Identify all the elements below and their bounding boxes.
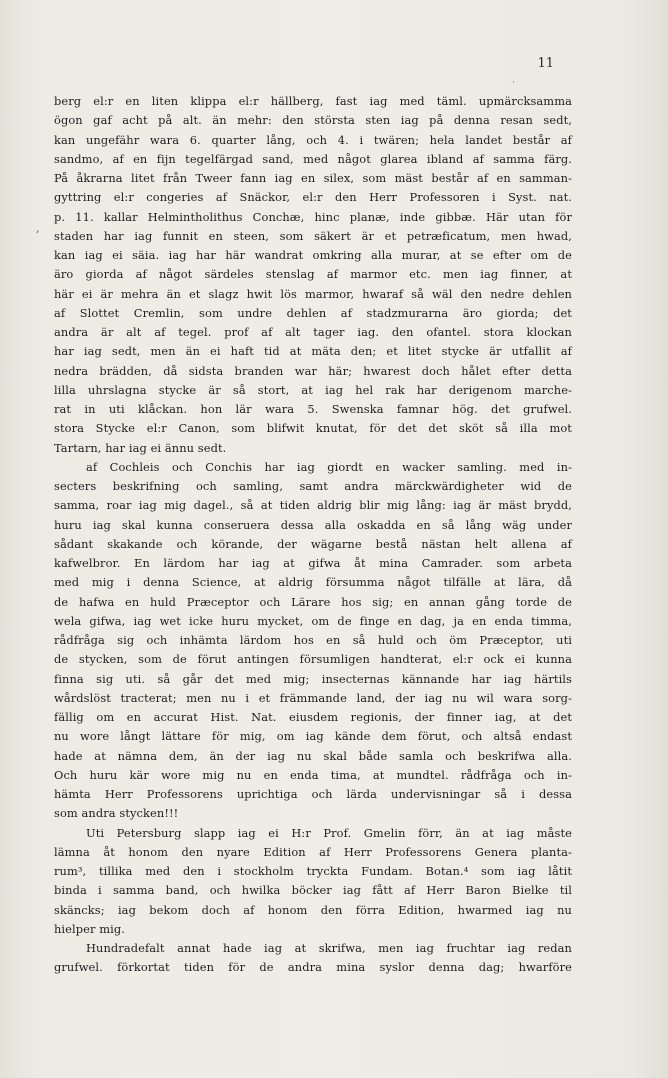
text-line: nu wore långt lättare för mig, om iag kände dem förut, och altså endast: [54, 729, 572, 744]
text-line: de stycken, som de förut antingen försumligen handterat, el:r ock ei kunna: [54, 652, 572, 667]
text-line: sandmo, af en fijn tegelfärgad sand, med något glarea ibland af samma färg.: [54, 151, 572, 166]
text-line: Hundradefalt annat hade iag at skrifwa, men iag fruchtar iag redan: [86, 941, 572, 955]
text-line: secters beskrifning och samling, samt andra märckwärdigheter wid de: [54, 479, 572, 493]
text-line: stora Stycke el:r Canon, som blifwit knutat, för det det sköt så illa mot: [54, 421, 572, 436]
text-line: kan iag ei säia. iag har här wandrat omkring alla murar, at se efter om de: [54, 248, 572, 262]
text-line: hämta Herr Professorens uprichtiga och lärda undervisningar så i dessa: [54, 787, 572, 801]
text-line: har iag sedt, men än ei haft tid at mäta den; et litet stycke är utfallit af: [54, 344, 572, 359]
text-line: På åkrarna litet från Tweer fann iag en silex, som mäst består af en samman-: [54, 171, 572, 185]
text-line: här ei är mehra än et slagz hwit lös marmor, hwaraf så wäl den nedre dehlen: [54, 286, 572, 301]
body-text: [54, 92, 572, 978]
text-line: huru iag skal kunna conseruera dessa alla oskadda en så lång wäg under: [54, 517, 572, 532]
text-line: hade at nämna dem, än der iag nu skal både samla och beskrifwa alla.: [54, 748, 572, 763]
text-line: kan ungefähr wara 6. quarter lång, och 4. i twären; hela landet består af: [54, 132, 572, 147]
text-line: sådant skakande och körande, der wägarne bestå nästan helt allena af: [54, 536, 572, 551]
left-margin-mark: ,: [36, 222, 40, 235]
text-line: kafwelbror. En lärdom har iag at gifwa åt mina Camrader. som arbeta: [54, 556, 572, 570]
text-line: med mig i denna Science, at aldrig försumma något tilfälle at lära, då: [54, 575, 572, 590]
text-line: ögon gaf acht på alt. än mehr: den största sten iag på denna resan sedt,: [54, 113, 572, 128]
text-line: wela gifwa, iag wet icke huru mycket, om de finge en dag, ja en enda timma,: [54, 613, 572, 628]
text-line: skäncks; iag bekom doch af honom den förra Edition, hwarmed iag nu: [54, 902, 572, 917]
text-line: hielper mig.: [54, 921, 126, 936]
text-line: som andra stycken!!!: [54, 806, 179, 821]
page-number: 11: [537, 56, 554, 71]
text-line: andra är alt af tegel. prof af alt tager iag. den ofantel. stora klockan: [54, 325, 572, 339]
text-line: rum³, tillika med den i stockholm tryckta Fundam. Botan.⁴ som iag låtit: [54, 864, 572, 878]
text-line: fällig om en accurat Hist. Nat. eiusdem regionis, der finner iag, at det: [54, 710, 572, 724]
text-line: lilla uhrslagna stycke är så stort, at iag hel rak har derigenom marche-: [54, 382, 572, 397]
text-line: af Slottet Cremlin, som undre dehlen af stadzmurarna äro giorda; det: [54, 305, 572, 320]
top-margin-mark: ·: [512, 78, 515, 88]
text-line: lämna åt honom den nyare Edition af Herr Professorens Genera planta-: [54, 844, 572, 859]
text-line: de hafwa en huld Præceptor och Lärare hos sig; en annan gång torde de: [54, 594, 572, 609]
text-line: Och huru kär wore mig nu en enda tima, at mundtel. rådfråga och in-: [54, 767, 572, 782]
text-line: nedra brädden, då sidsta branden war här; hwarest doch hålet efter detta: [54, 363, 572, 378]
text-line: Tartarn, har iag ei ännu sedt.: [54, 440, 227, 455]
text-line: af Cochleis och Conchis har iag giordt en wacker samling. med in-: [86, 459, 572, 474]
text-line: Uti Petersburg slapp iag ei H:r Prof. Gmelin förr, än at iag måste: [86, 825, 572, 840]
text-line: rat in uti klåckan. hon lär wara 5. Swenska famnar hög. det grufwel.: [54, 402, 572, 416]
text-line: äro giorda af något särdeles stenslag af marmor etc. men iag finner, at: [54, 267, 572, 282]
text-line: staden har iag funnit en steen, som säkert är et petræficatum, men hwad,: [54, 228, 572, 243]
text-line: gyttring el:r congeries af Snäckor, el:r den Herr Professoren i Syst. nat.: [54, 190, 572, 205]
text-line: samma, roar iag mig dagel., så at tiden aldrig blir mig lång: iag är mäst brydd,: [54, 498, 572, 513]
text-line: p. 11. kallar Helmintholithus Conchæ, hinc planæ, inde gibbæ. Här utan för: [54, 209, 572, 224]
text-line: wårdslöst tracterat; men nu i et främmande land, der iag nu wil wara sorg-: [54, 690, 572, 705]
text-line: finna sig uti. så går det med mig; insecternas kännande har iag härtils: [54, 671, 572, 686]
text-line: binda i samma band, och hwilka böcker iag fått af Herr Baron Bielke til: [54, 883, 572, 898]
text-line: berg el:r en liten klippa el:r hällberg, fast iag med täml. upmärcksamma: [54, 94, 572, 108]
text-line: grufwel. förkortat tiden för de andra mina syslor denna dag; hwarföre: [54, 960, 572, 975]
text-line: rådfråga sig och inhämta lärdom hos en så huld och öm Præceptor, uti: [54, 633, 572, 647]
